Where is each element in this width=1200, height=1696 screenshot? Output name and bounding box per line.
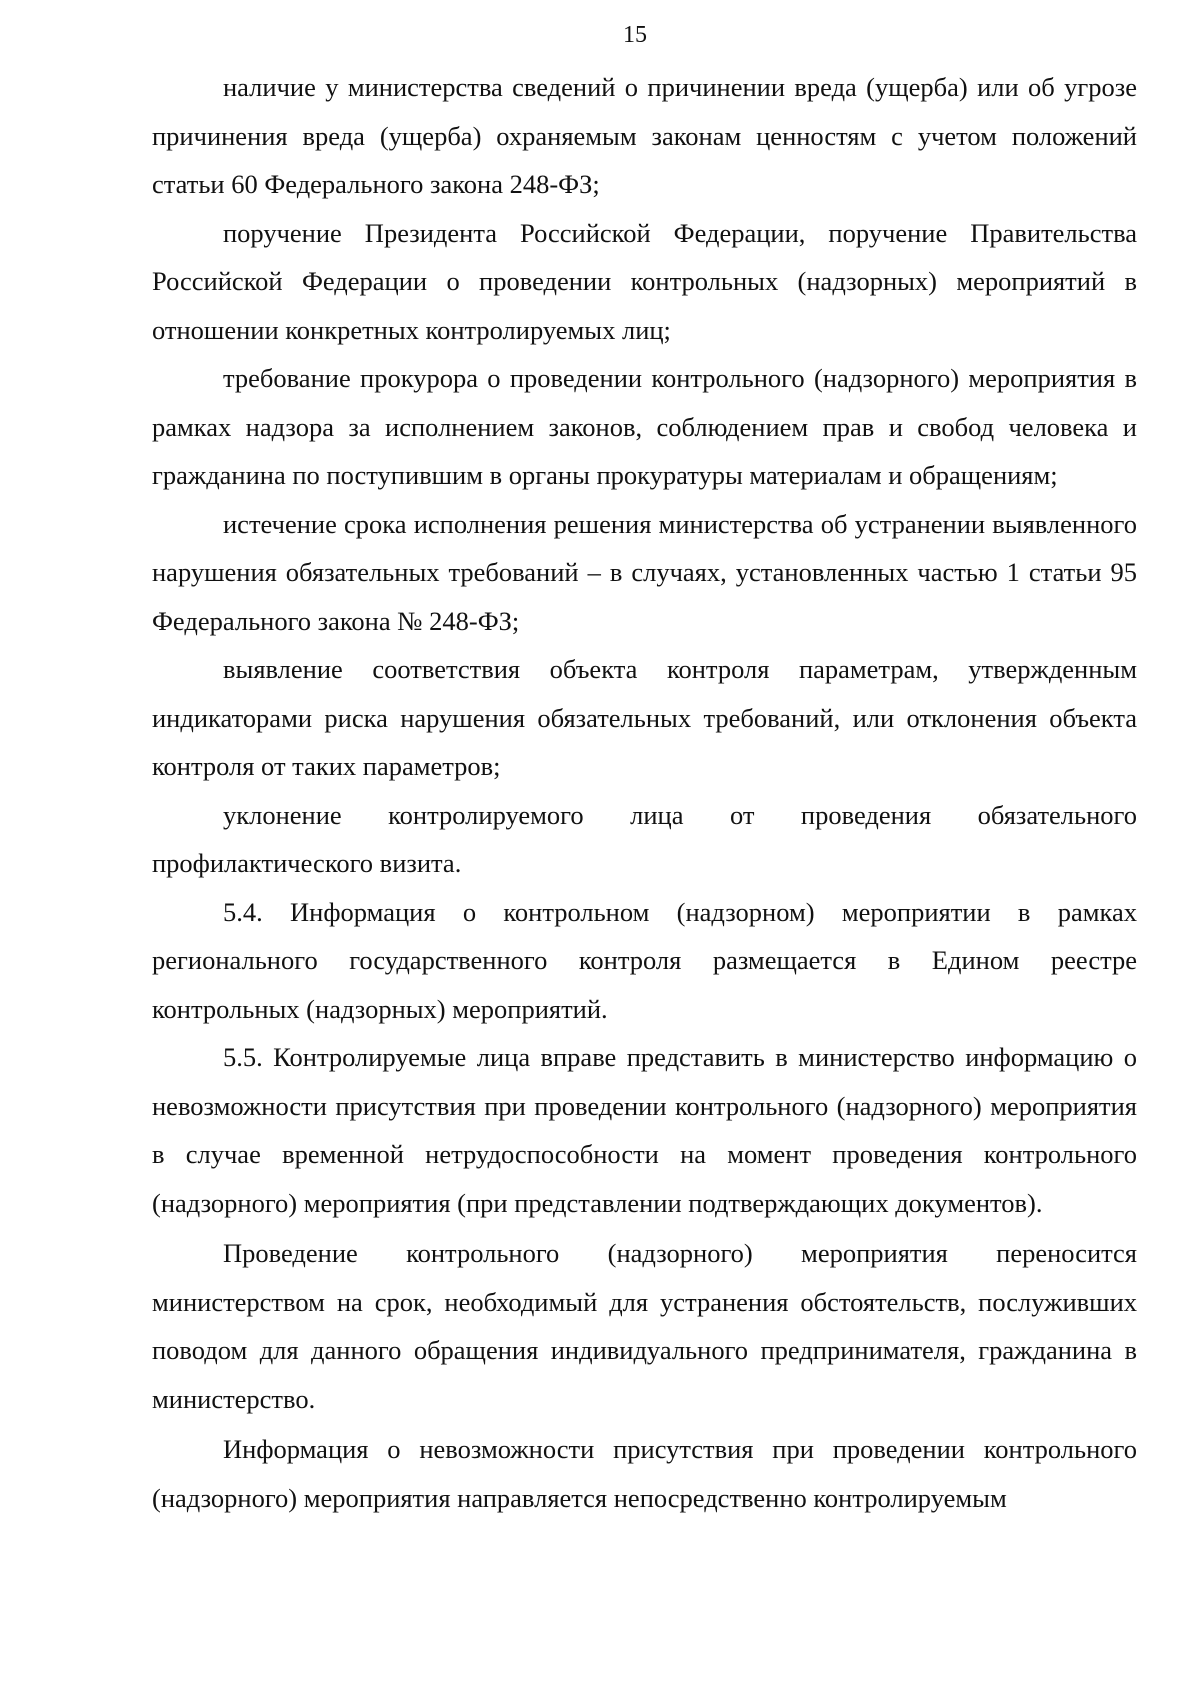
document-body	[152, 63, 1137, 1522]
paragraph-harm-information: наличие у министерства сведений о причинении вреда (ущерба) или об угрозе причинения вреда (ущерба) охраняемым законам ценностям с учетом положений статьи 60 Федерального закона 248-ФЗ;	[152, 72, 1137, 199]
paragraph-risk-indicators: выявление соответствия объекта контроля параметрам, утвержденным индикаторами риска нарушения обязательных требований, или отклонения объекта контроля от таких параметров;	[152, 654, 1137, 781]
paragraph-section-5-4: 5.4. Информация о контрольном (надзорном) мероприятии в рамках регионального государственного контроля размещается в Едином реестре контрольных (надзорных) мероприятий.	[152, 896, 1137, 1024]
paragraph-postponement: Проведение контрольного (надзорного) мероприятия переносится министерством на срок, необходимый для устранения обстоятельств, послуживших поводом для данного обращения индивидуального предпринимателя, гражданина в министерство.	[152, 1238, 1137, 1414]
paragraph-prosecutor-requirement: требование прокурора о проведении контрольного (надзорного) мероприятия в рамках надзора за исполнением законов, соблюдением прав и свобод человека и гражданина по поступившим в органы прокуратуры материалам и обращениям;	[152, 363, 1137, 490]
paragraph-deadline-expiry: истечение срока исполнения решения министерства об устранении выявленного нарушения обязательных требований – в случаях, установленных частью 1 статьи 95 Федерального закона № 248-ФЗ;	[152, 508, 1137, 636]
paragraph-section-5-5: 5.5. Контролируемые лица вправе представить в министерство информацию о невозможности присутствия при проведении контрольного (надзорного) мероприятия в случае временной нетрудоспособности на момент проведения контрольного (надзорного) мероприятия (при представлении подтверждающих документов).	[152, 1042, 1137, 1218]
paragraph-president-instruction: поручение Президента Российской Федерации, поручение Правительства Российской Федерации о проведении контрольных (надзорных) мероприятий в отношении конкретных контролируемых лиц;	[152, 217, 1137, 345]
paragraph-absence-information: Информация о невозможности присутствия при проведении контрольного (надзорного) мероприятия направляется непосредственно контролируемым	[152, 1434, 1137, 1513]
paragraph-visit-evasion: уклонение контролируемого лица от проведения обязательного профилактического визита.	[152, 799, 1137, 878]
page-number: 15	[623, 22, 647, 48]
